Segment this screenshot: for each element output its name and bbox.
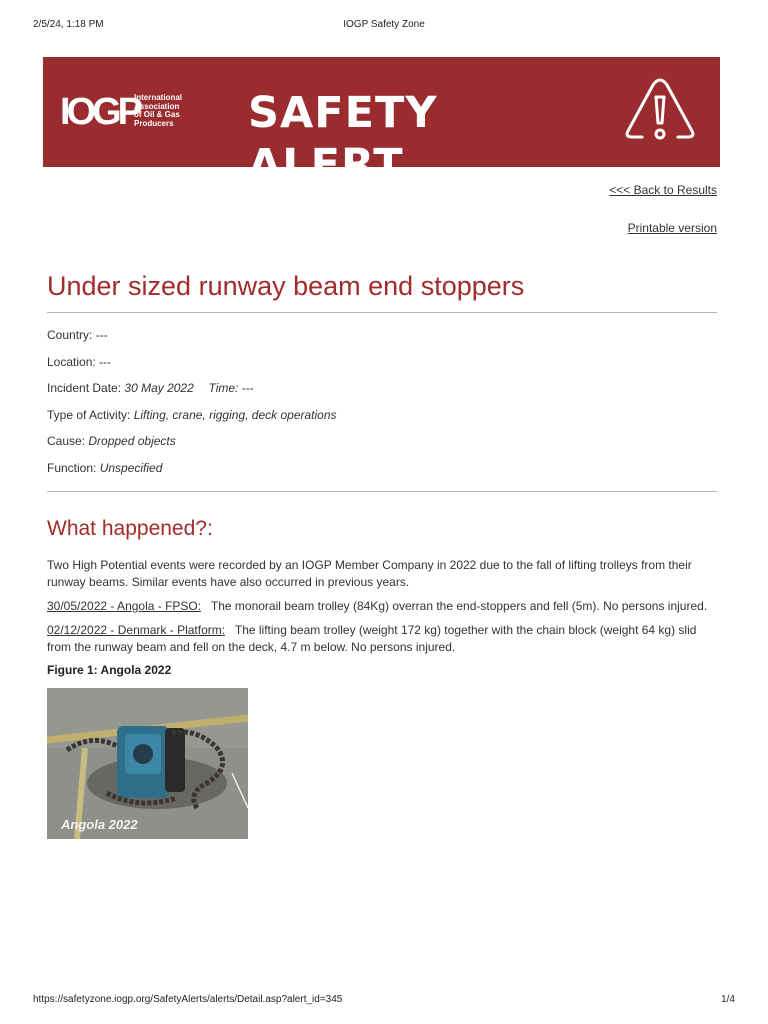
what-happened-heading: What happened?: (47, 517, 213, 540)
warning-triangle-icon (620, 71, 700, 151)
logo-text (134, 94, 204, 128)
back-to-results-link[interactable]: <<< Back to Results (609, 183, 717, 197)
figure-caption: Figure 1: Angola 2022 (47, 663, 172, 677)
activity-row (47, 408, 337, 422)
divider (47, 312, 717, 313)
activity-label: Type of Activity: (47, 408, 131, 422)
function-value: Unspecified (99, 461, 163, 475)
incident-date-label: Incident Date: (47, 381, 122, 395)
location-label: Location: (47, 355, 96, 369)
logo-line: of Oil & Gas (134, 110, 180, 119)
time-label: Time: (208, 381, 239, 395)
location-row (47, 355, 111, 369)
event-text: The lifting beam trolley (weight 172 kg) together with the chain block (weight 64 kg) slid from the runway beam and fell on the deck, 4.7 m below. No persons injured. (47, 623, 697, 654)
event-angola (47, 598, 717, 615)
logo-line: Association (134, 101, 180, 111)
cause-row (47, 434, 176, 448)
cause-value: Dropped objects (88, 434, 176, 448)
event-text: The monorail beam trolley (84Kg) overran the end-stoppers and fell (5m). No persons injured. (210, 599, 708, 613)
iogp-logo (60, 93, 195, 133)
banner-title: SAFETY ALERT (248, 88, 438, 190)
incident-date-value: 30 May 2022 (124, 381, 194, 395)
print-header (33, 19, 735, 33)
incident-date-row (47, 381, 254, 395)
print-date: 2/5/24, 1:18 PM (33, 19, 104, 30)
divider (47, 491, 717, 492)
logo-line: International (134, 93, 183, 102)
country-label: Country: (47, 328, 93, 342)
print-url: https://safetyzone.iogp.org/SafetyAlerts/alerts/Detail.asp?alert_id=345 (33, 994, 343, 1005)
event-denmark (47, 622, 717, 656)
activity-value: Lifting, crane, rigging, deck operations (133, 408, 337, 422)
logo-line: Producers (134, 118, 174, 128)
page-title: Under sized runway beam end stoppers (47, 271, 525, 301)
event-label: 30/05/2022 - Angola - FPSO: (47, 599, 202, 613)
logo-mark: IOGP (60, 91, 140, 133)
intro-paragraph: Two High Potential events were recorded by an IOGP Member Company in 2022 due to the fall of lifting trolleys from their runway beams. Similar events have also occurred in previous years. (47, 558, 692, 589)
country-row (47, 328, 108, 342)
time-value: --- (241, 381, 254, 395)
cause-label: Cause: (47, 434, 86, 448)
print-footer (33, 994, 735, 1008)
page-number: 1/4 (721, 994, 735, 1005)
country-value: --- (95, 328, 108, 342)
photo-caption: Angola 2022 (61, 817, 138, 832)
function-row (47, 461, 162, 475)
angola-incident-photo (47, 688, 248, 839)
print-title: IOGP Safety Zone (343, 19, 425, 30)
printable-version-link[interactable]: Printable version (627, 221, 717, 235)
event-label: 02/12/2022 - Denmark - Platform: (47, 623, 226, 637)
function-label: Function: (47, 461, 97, 475)
location-value: --- (99, 355, 112, 369)
